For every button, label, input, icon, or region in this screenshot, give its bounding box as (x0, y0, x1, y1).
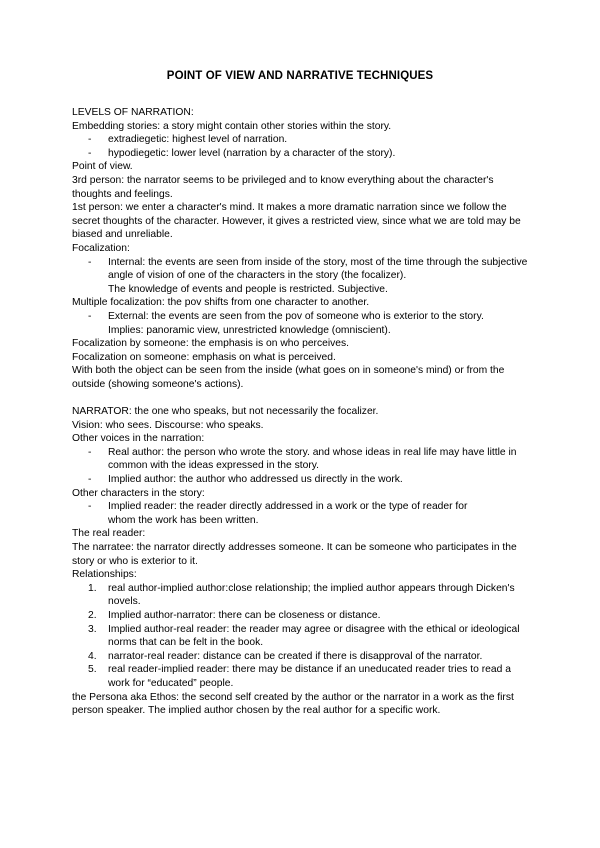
pov-heading: Point of view. (72, 161, 133, 173)
third-person-paragraph: 3rd person: the narrator seems to be privileged and to know everything about the character's thoughts and feelings. (72, 174, 494, 200)
other-voices-heading: Other voices in the narration: (72, 433, 205, 445)
multiple-focalization: Multiple focalization: the pov shifts from one character to another. (72, 297, 370, 309)
list-item: - Implied author: the author who addressed us directly in the work. (88, 474, 403, 486)
first-person-paragraph: 1st person: we enter a character's mind. It makes a more dramatic narration since we follow the secret thoughts of the character. However, it gives a restricted view, since what we are told may be biased and unreliable. (72, 202, 521, 241)
persona-paragraph: the Persona aka Ethos: the second self created by the author or the narrator in a work as the first person speaker. The implied author chosen by the real author for a specific work. (72, 691, 514, 717)
voices-list (72, 446, 528, 487)
bullet-dash: - (88, 310, 92, 322)
implied-reader-subline: whom the work has been written. (108, 514, 259, 526)
list-item: 4. narrator-real reader: distance can be created if there is disapproval of the narrator. (88, 650, 483, 662)
list-item: - hypodiegetic: lower level (narration by a character of the story). (88, 147, 396, 159)
list-item: - Real author: the person who wrote the story. and whose ideas in real life may have little in common with the ideas expressed in the story. (88, 446, 517, 472)
relationships-list (72, 582, 528, 691)
list-item: 2. Implied author-narrator: there can be closeness or distance. (88, 609, 381, 621)
vision-discourse: Vision: who sees. Discourse: who speaks. (72, 419, 264, 431)
relationships-heading: Relationships: (72, 569, 137, 581)
bullet-dash: - (88, 134, 92, 146)
other-characters-heading: Other characters in the story: (72, 487, 205, 499)
external-subline: Implies: panoramic view, unrestricted knowledge (omniscient). (108, 324, 391, 336)
focalization-on: Focalization on someone: emphasis on what is perceived. (72, 351, 336, 363)
document-body (72, 106, 528, 718)
internal-subline: The knowledge of events and people is restricted. Subjective. (108, 283, 388, 295)
focalization-by: Focalization by someone: the emphasis is on who perceives. (72, 338, 350, 350)
bullet-dash: - (88, 256, 92, 268)
list-item: - Internal: the events are seen from inside of the story, most of the time through the subjective angle of vision of one of the characters in the story (the focalizer). (88, 256, 528, 282)
both-object-paragraph: With both the object can be seen from the inside (what goes on in someone's mind) or from the outside (showing someone's actions). (72, 365, 505, 390)
narrator-definition: NARRATOR: the one who speaks, but not necessarily the focalizer. (72, 406, 379, 418)
characters-list (72, 500, 528, 514)
embedding-list (72, 133, 528, 160)
list-item: 1. real author-implied author:close relationship; the implied author appears through Dicken's novels. (88, 582, 515, 608)
bullet-dash: - (88, 147, 92, 159)
levels-heading: LEVELS OF NARRATION: (72, 107, 194, 118)
embedding-paragraph: Embedding stories: a story might contain other stories within the story. (72, 120, 392, 132)
list-item: - Implied reader: the reader directly addressed in a work or the type of reader for (88, 501, 468, 513)
blank-line (72, 391, 528, 405)
page-title: POINT OF VIEW AND NARRATIVE TECHNIQUES (166, 70, 434, 82)
list-item: 5. real reader-implied reader: there may be distance if an uneducated reader tries to read a work for “educated” people. (88, 664, 511, 689)
internal-list (72, 256, 528, 283)
bullet-dash: - (88, 446, 92, 458)
focalization-heading: Focalization: (72, 242, 130, 254)
bullet-dash: - (88, 474, 92, 486)
external-list (72, 310, 528, 324)
real-reader-heading: The real reader: (72, 528, 146, 540)
bullet-dash: - (88, 501, 92, 513)
list-item: 3. Implied author-real reader: the reader may agree or disagree with the ethical or ideological norms that can be felt in the book. (88, 623, 520, 649)
list-item: - extradiegetic: highest level of narration. (88, 134, 288, 146)
narratee-paragraph: The narratee: the narrator directly addresses someone. It can be someone who participates in the story or who is exterior to it. (72, 542, 517, 567)
list-item: - External: the events are seen from the pov of someone who is exterior to the story. (88, 310, 484, 322)
